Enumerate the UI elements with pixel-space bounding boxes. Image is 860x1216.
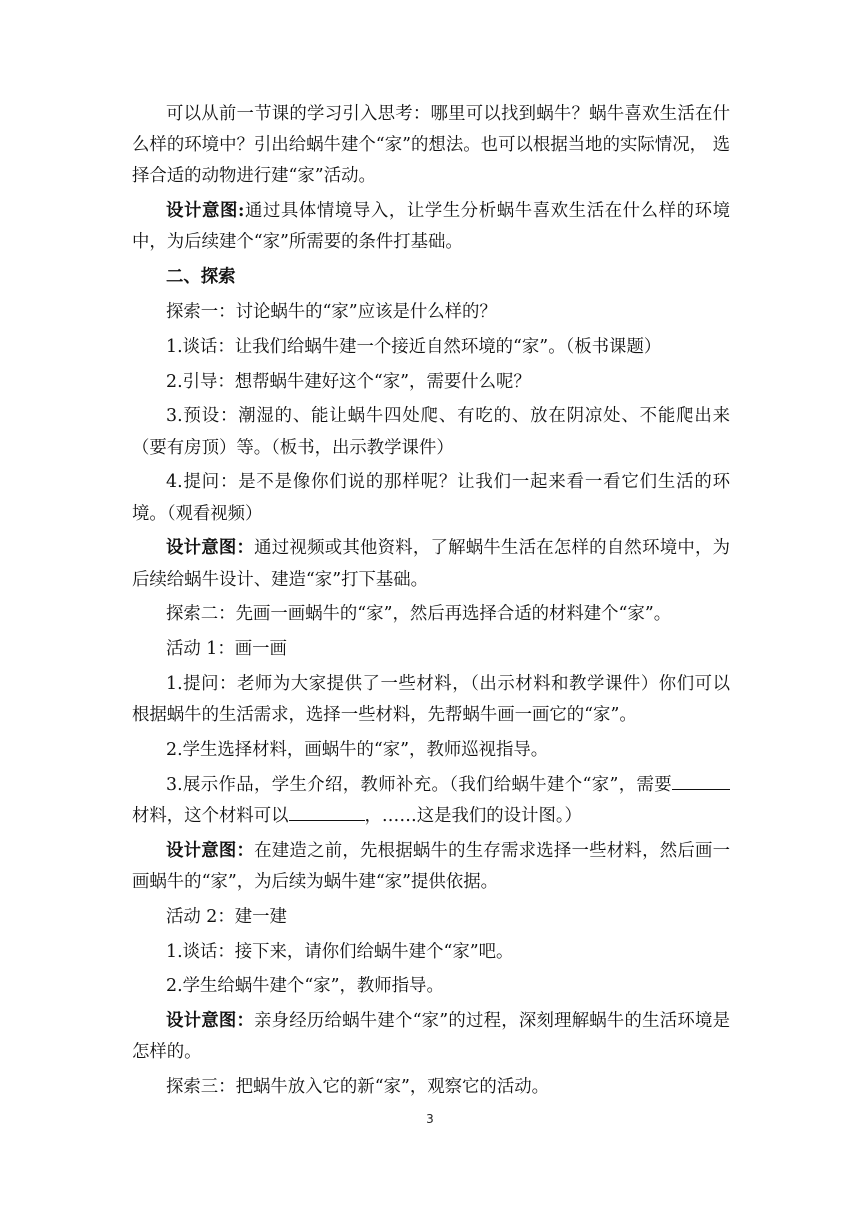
blank-text-part: ，……这是我们的设计图。） (364, 805, 582, 826)
design-intent-text: 通过视频或其他资料，了解蜗牛生活在怎样的自然环境中，为后续给蜗牛设计、建造“家”打下基础。 (132, 538, 730, 590)
design-intent-label: 设计意图： (166, 538, 255, 559)
paragraph-step: 2.学生给蜗牛建个“家”，教师指导。 (166, 976, 444, 997)
paragraph-step: 3.预设：潮湿的、能让蜗牛四处爬、有吃的、放在阴凉处、不能爬出来（要有房顶）等。（板书，出示教学课件） (132, 406, 730, 458)
paragraph-step: 2.学生选择材料，画蜗牛的“家”，教师巡视指导。 (166, 739, 549, 760)
blank-text-part: 材料，这个材料可以 (132, 805, 289, 826)
paragraph-step: 1.提问：老师为大家提供了一些材料，（出示材料和教学课件）你们可以根据蜗牛的生活需求，选择一些材料，先帮蜗牛画一画它的“家”。 (132, 673, 730, 726)
paragraph-step: 1.谈话：让我们给蜗牛建一个接近自然环境的“家”。（板书课题） (166, 336, 662, 357)
paragraph-activity: 活动 1：画一画 (166, 639, 287, 660)
fill-in-blank (672, 771, 730, 790)
paragraph-design-intent (132, 533, 730, 595)
page-number: 3 (426, 1112, 434, 1126)
paragraph-step-with-blanks (132, 770, 730, 832)
paragraph-step: 2.引导：想帮蜗牛建好这个“家”，需要什么呢？ (166, 371, 531, 392)
paragraph-explore-2: 探索二：先画一画蜗牛的“家”，然后再选择合适的材料建个“家”。 (166, 604, 672, 625)
design-intent-label: 设计意图： (166, 840, 255, 861)
paragraph-explore-3: 探索三：把蜗牛放入它的新“家”，观察它的活动。 (166, 1077, 549, 1098)
section-heading: 二、探索 (166, 267, 236, 288)
design-intent-label: 设计意图: (166, 201, 245, 222)
paragraph-design-intent (132, 836, 730, 898)
paragraph-design-intent (132, 1006, 730, 1068)
fill-in-blank (289, 802, 365, 821)
design-intent-label: 设计意图： (166, 1011, 255, 1032)
document-body (132, 99, 730, 1107)
design-intent-text: 通过具体情境导入，让学生分析蜗牛喜欢生活在什么样的环境中，为后续建个“家”所需要的条件打基础。 (132, 201, 730, 253)
paragraph-activity: 活动 2：建一建 (166, 906, 287, 927)
paragraph-step: 1.谈话：接下来，请你们给蜗牛建个“家”吧。 (166, 941, 514, 962)
paragraph-design-intent (132, 196, 730, 258)
paragraph-intro: 可以从前一节课的学习引入思考：哪里可以找到蜗牛？蜗牛喜欢生活在什么样的环境中？引出给蜗牛建个“家”的想法。也可以根据当地的实际情况， 选择合适的动物进行建“家”活动。 (132, 104, 730, 187)
design-intent-text: 在建造之前，先根据蜗牛的生存需求选择一些材料，然后画一画蜗牛的“家”，为后续为蜗牛建“家”提供依据。 (132, 840, 730, 892)
paragraph-step: 4.提问：是不是像你们说的那样呢？让我们一起来看一看它们生活的环境。（观看视频） (132, 472, 730, 524)
design-intent-text: 亲身经历给蜗牛建个“家”的过程，深刻理解蜗牛的生活环境是怎样的。 (132, 1011, 730, 1063)
paragraph-explore-1: 探索一：讨论蜗牛的“家”应该是什么样的？ (166, 302, 497, 322)
blank-text-part: 3.展示作品，学生介绍，教师补充。（我们给蜗牛建个“家”，需要 (166, 774, 672, 795)
